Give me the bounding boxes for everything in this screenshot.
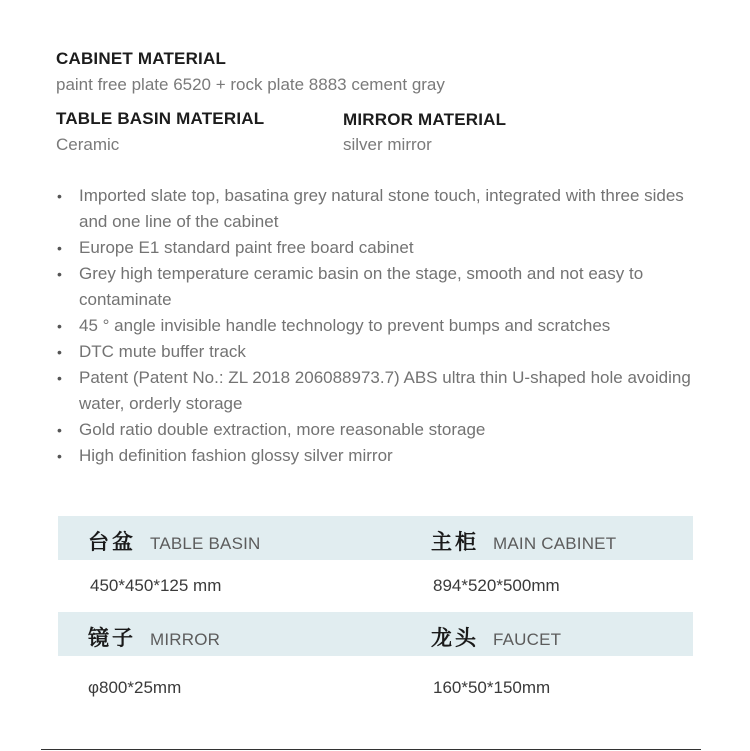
mirror-material-value: silver mirror (343, 135, 432, 154)
feature-item: • High definition fashion glossy silver mirror (56, 443, 716, 469)
bullet-icon: • (57, 344, 62, 360)
cabinet-material-heading: CABINET MATERIAL (56, 49, 227, 68)
bottom-divider (41, 749, 701, 750)
spec-value-main-cabinet: 894*520*500mm (433, 576, 560, 595)
spec-label-mirror (88, 622, 220, 652)
spec-value-mirror: φ800*25mm (88, 678, 182, 697)
feature-item: • Europe E1 standard paint free board cabinet (56, 235, 716, 261)
feature-list (56, 183, 716, 469)
feature-item: • Grey high temperature ceramic basin on the stage, smooth and not easy to contaminate (56, 261, 716, 313)
table-basin-material-value: Ceramic (56, 135, 120, 154)
bullet-icon: • (57, 370, 62, 386)
bullet-icon: • (57, 318, 62, 334)
table-basin-material-heading: TABLE BASIN MATERIAL (56, 109, 265, 128)
spec-label-table-basin (88, 526, 261, 556)
spec-label-faucet (431, 622, 561, 652)
spec-label-en: FAUCET (493, 630, 562, 649)
spec-label-cn: 主柜 (431, 530, 479, 554)
spec-label-en: TABLE BASIN (150, 534, 261, 553)
spec-label-en: MAIN CABINET (493, 534, 617, 553)
spec-label-cn: 台盆 (88, 530, 136, 554)
spec-label-main-cabinet (431, 526, 616, 556)
cabinet-material-value: paint free plate 6520 + rock plate 8883 cement gray (56, 75, 445, 94)
feature-item: • 45 ° angle invisible handle technology to prevent bumps and scratches (56, 313, 716, 339)
feature-item: • Imported slate top, basatina grey natural stone touch, integrated with three sides and one line of the cabinet (56, 183, 716, 235)
spec-label-en: MIRROR (150, 630, 221, 649)
spec-value-table-basin: 450*450*125 mm (90, 576, 222, 595)
mirror-material-heading: MIRROR MATERIAL (343, 110, 507, 129)
feature-item: • Patent (Patent No.: ZL 2018 206088973.7) ABS ultra thin U-shaped hole avoiding water, orderly storage (56, 365, 716, 417)
bullet-icon: • (57, 422, 62, 438)
bullet-icon: • (57, 448, 62, 464)
spec-label-cn: 镜子 (88, 626, 136, 650)
bullet-icon: • (57, 240, 62, 256)
feature-item: • DTC mute buffer track (56, 339, 716, 365)
spec-label-cn: 龙头 (431, 626, 479, 650)
bullet-icon: • (57, 266, 62, 282)
feature-item: • Gold ratio double extraction, more reasonable storage (56, 417, 716, 443)
bullet-icon: • (57, 188, 62, 204)
spec-value-faucet: 160*50*150mm (433, 678, 551, 697)
